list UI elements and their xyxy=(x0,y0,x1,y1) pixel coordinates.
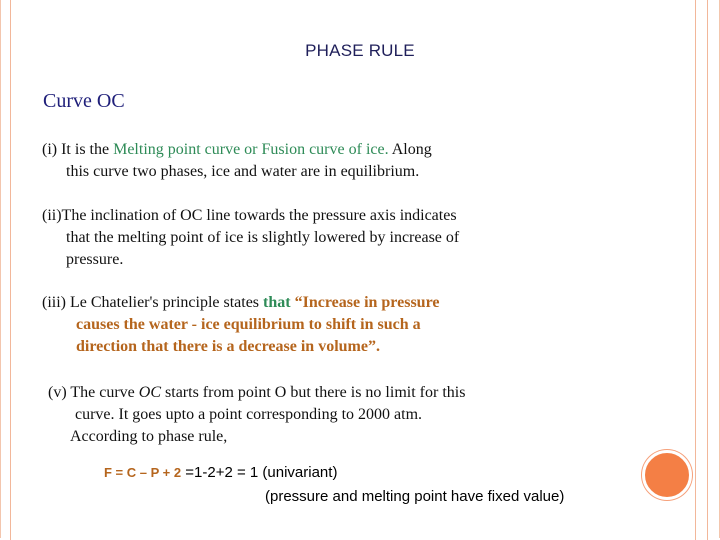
left-border-line xyxy=(10,0,11,540)
p4-line2: curve. It goes upto a point corresponding to 2000 atm. xyxy=(75,406,423,423)
p3-that: that xyxy=(263,294,295,311)
slide-title-text: PHASE RULE xyxy=(305,41,415,60)
p2-line1: (ii)The inclination of OC line towards the pressure axis indicates xyxy=(42,207,457,224)
right-border-line-outer xyxy=(707,0,708,540)
p3-line2: causes the water - ice equilibrium to shift in such a xyxy=(76,316,421,333)
p1-suffix: Along xyxy=(388,141,432,158)
equation-result: =1-2+2 = 1 (univariant) xyxy=(181,464,338,481)
p3-line3: direction that there is a decrease in volume”. xyxy=(76,338,380,355)
p4-prefix: (v) The curve xyxy=(48,384,139,401)
equation-note: (pressure and melting point have fixed value) xyxy=(265,488,565,505)
section-heading: Curve OC xyxy=(43,90,125,112)
p1-line2: this curve two phases, ice and water are in equilibrium. xyxy=(66,163,420,180)
paragraph-2 xyxy=(42,205,602,271)
decorative-circle xyxy=(642,450,692,500)
p3-prefix: (iii) Le Chatelier's principle states xyxy=(42,294,264,311)
phase-rule-equation xyxy=(104,464,337,482)
p1-prefix: (i) It is the xyxy=(42,141,114,158)
equation-formula: F = C – P + 2 xyxy=(104,465,182,480)
p4-line3: According to phase rule, xyxy=(70,428,228,445)
slide-title xyxy=(0,41,720,61)
p1-highlight: Melting point curve or Fusion curve of ice. xyxy=(113,141,389,158)
p4-suffix: starts from point O but there is no limit for this xyxy=(161,384,466,401)
p3-quote1: “Increase in pressure xyxy=(294,294,440,311)
right-border-line-inner xyxy=(695,0,696,540)
p4-oc: OC xyxy=(138,384,162,401)
paragraph-1 xyxy=(42,139,602,183)
paragraph-4 xyxy=(48,382,608,448)
p2-line3: pressure. xyxy=(66,251,124,268)
paragraph-3 xyxy=(42,292,602,358)
p2-line2: that the melting point of ice is slightly lowered by increase of xyxy=(66,229,460,246)
